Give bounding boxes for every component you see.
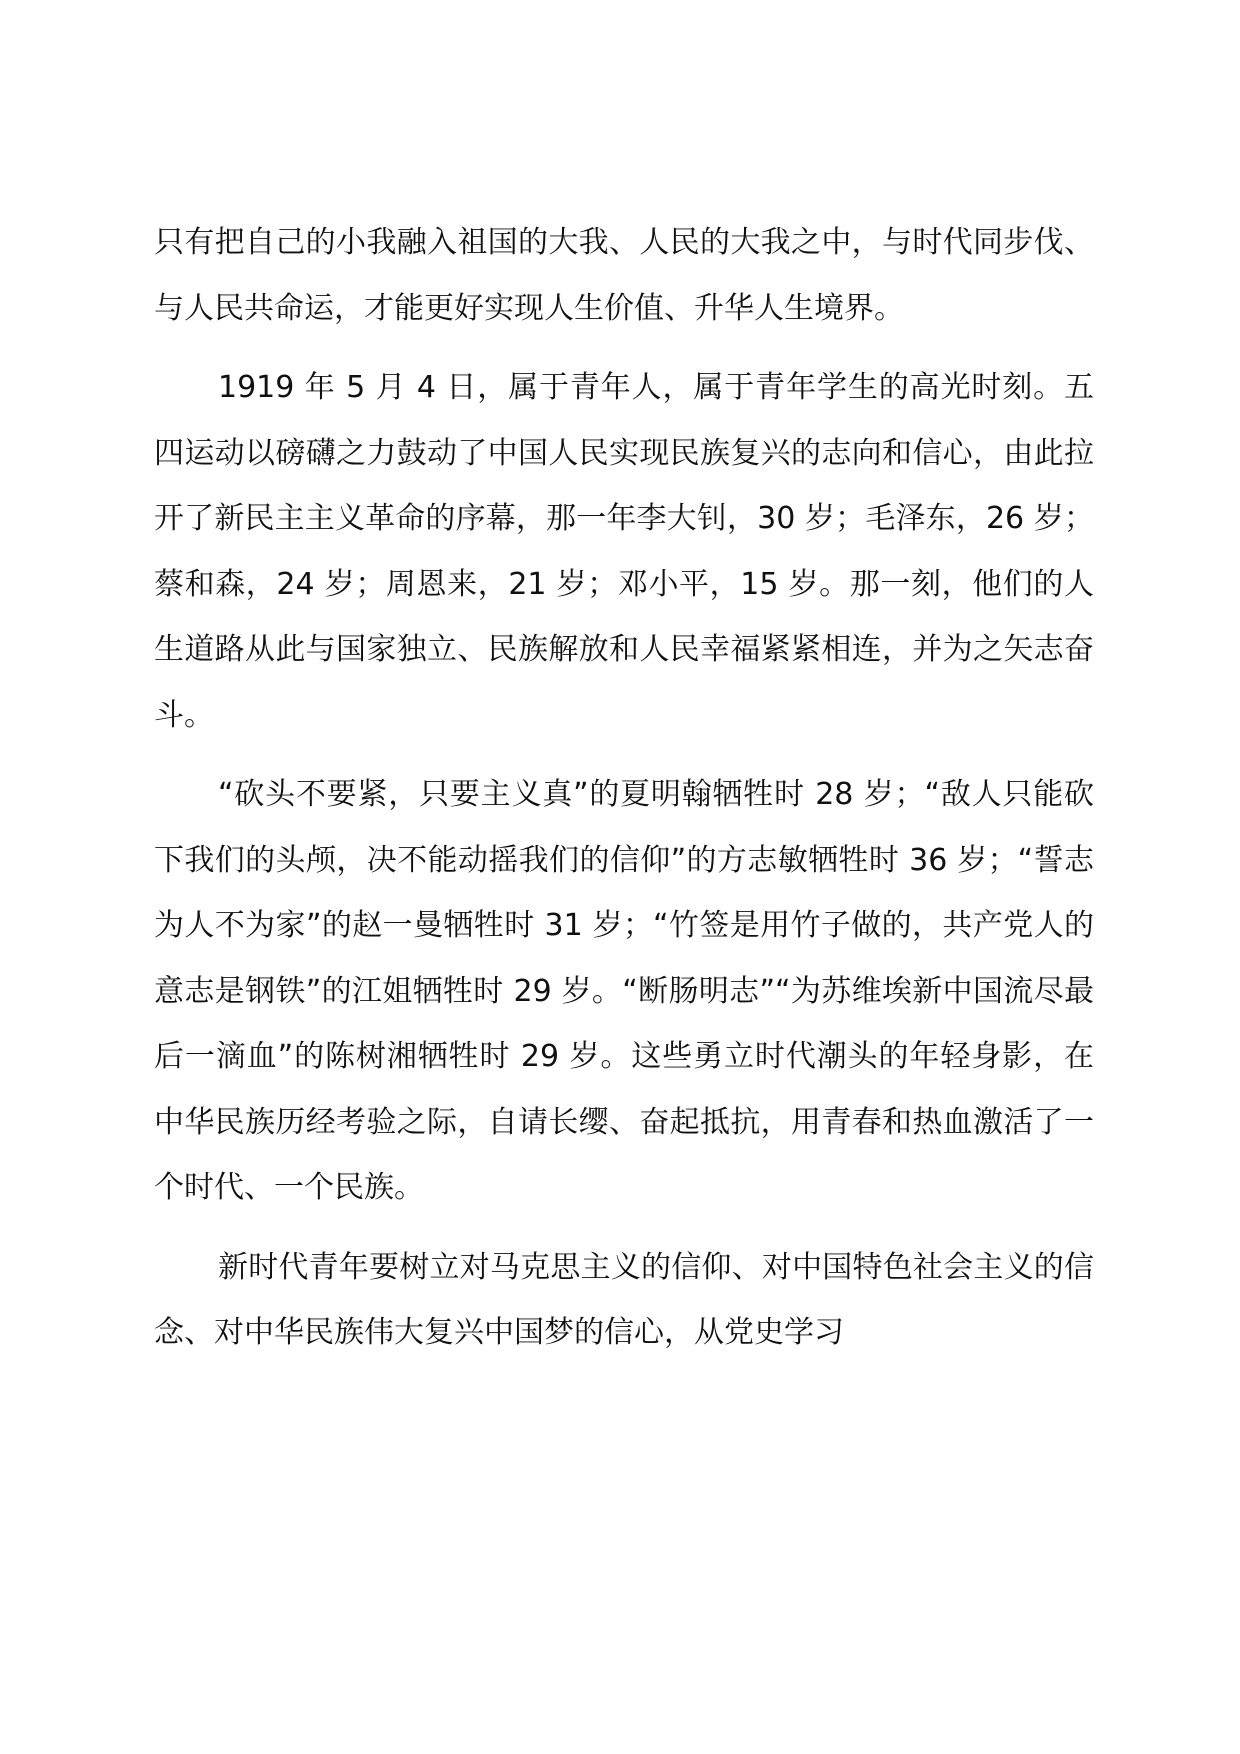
paragraph-4: 新时代青年要树立对马克思主义的信仰、对中国特色社会主义的信念、对中华民族伟大复兴中国梦的信心，从党史学习: [154, 1249, 1094, 1350]
document-body: [154, 210, 1094, 1380]
paragraph-3: “砍头不要紧，只要主义真”的夏明翰牺牲时 28 岁；“敌人只能砍下我们的头颅，决不能动摇我们的信仰”的方志敏牺牲时 36 岁；“誓志为人不为家”的赵一曼牺牲时 31 岁；“竹签是用竹子做的，共产党人的意志是钢铁”的江姐牺牲时 29 岁。“断肠明志”“为苏维埃新中国流尽最后一滴血”的陈树湘牺牲时 29 岁。这些勇立时代潮头的年轻身影，在中华民族历经考验之际，自请长缨、奋起抵抗，用青春和热血激活了一个时代、一个民族。: [154, 777, 1094, 1205]
paragraph-2: 1919 年 5 月 4 日，属于青年人，属于青年学生的高光时刻。五四运动以磅礴之力鼓动了中国人民实现民族复兴的志向和信心，由此拉开了新民主主义革命的序幕，那一年李大钊，30 岁；毛泽东，26 岁；蔡和森，24 岁；周恩来，21 岁；邓小平，15 岁。那一刻，他们的人生道路从此与国家独立、民族解放和人民幸福紧紧相连，并为之矢志奋斗。: [154, 370, 1094, 733]
paragraph-1: 只有把自己的小我融入祖国的大我、人民的大我之中，与时代同步伐、与人民共命运，才能更好实现人生价值、升华人生境界。: [154, 225, 1094, 326]
